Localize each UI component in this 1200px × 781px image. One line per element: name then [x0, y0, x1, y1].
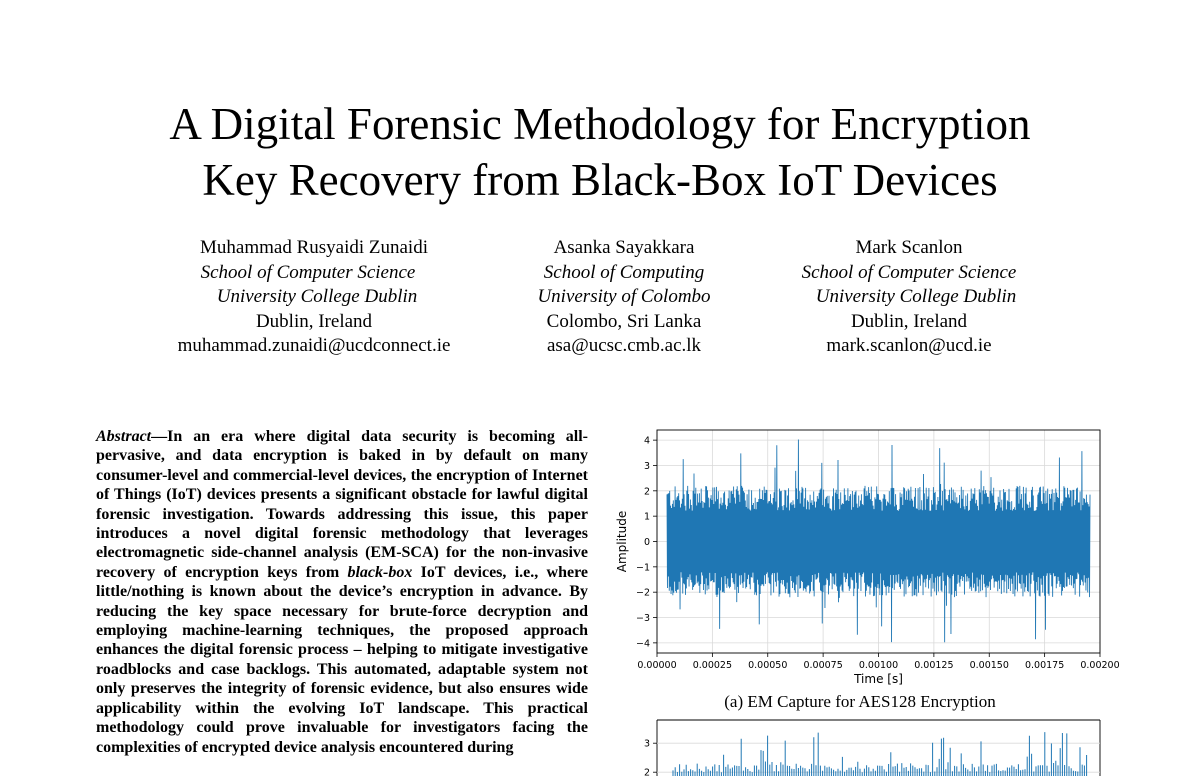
abstract-label: Abstract [96, 428, 152, 445]
abstract-text-1: In an era where digital data security is becoming all-pervasive, and data encryption is baked in by default on many consumer-level and commercial-level devices, the encryption of Internet of Things (IoT) devices presents a significant obstacle for lawful digital forensic investigation. Towards addressing this issue, this paper introduces a novel digital forensic methodology that leverages electromagnetic side-channel analysis (EM-SCA) for the non-invasive recovery of encryption keys from [96, 428, 588, 581]
author-block-2 [499, 236, 749, 359]
figure-plots [610, 422, 1120, 779]
author-name: Mark Scanlon [855, 237, 963, 258]
author-dept: School of Computer Science [801, 261, 1017, 283]
title-line-1: A Digital Forensic Methodology for Encryption [169, 99, 1031, 149]
x-tick-label: 0.00025 [692, 660, 733, 671]
abstract-italic-term: black-box [347, 563, 413, 581]
x-tick-label: 0.00100 [858, 660, 899, 671]
x-axis-label: Time [s] [854, 672, 903, 686]
y-tick-label-b: 2 [643, 767, 650, 779]
x-tick-label: 0.00075 [803, 660, 843, 671]
author-email: mark.scanlon@ucd.ie [826, 335, 992, 356]
paper-title [60, 96, 1140, 208]
x-tick-label: 0.00150 [969, 660, 1009, 671]
y-axis-label: Amplitude [615, 510, 629, 573]
y-tick-label: 2 [643, 486, 650, 498]
x-tick-label: 0.00200 [1080, 660, 1120, 671]
y-tick-label: −2 [635, 587, 650, 599]
author-block-1 [164, 236, 464, 359]
author-email: asa@ucsc.cmb.ac.lk [546, 335, 702, 356]
abstract [96, 427, 588, 757]
y-tick-label: 3 [643, 460, 650, 472]
y-tick-label-b: 3 [643, 738, 650, 750]
author-org: University College Dublin [815, 286, 1017, 307]
y-tick-label: −3 [635, 613, 650, 625]
x-tick-label: 0.00125 [914, 660, 954, 671]
abstract-dash: — [151, 428, 168, 445]
author-name: Asanka Sayakkara [553, 237, 695, 258]
y-tick-label: 1 [643, 511, 650, 523]
figure-caption-a: (a) EM Capture for AES128 Encryption [724, 692, 996, 711]
x-tick-label: 0.00000 [637, 660, 677, 671]
author-org: University College Dublin [216, 286, 418, 307]
y-tick-label: −1 [635, 562, 650, 574]
y-tick-label: −4 [635, 638, 650, 650]
y-tick-label: 4 [643, 435, 650, 447]
author-location: Colombo, Sri Lanka [546, 310, 702, 332]
x-tick-label: 0.00050 [748, 660, 788, 671]
author-org: University of Colombo [537, 286, 711, 307]
y-tick-label: 0 [643, 537, 650, 548]
author-block-3 [780, 236, 1038, 359]
author-location: Dublin, Ireland [255, 310, 373, 332]
signal-trace-b [673, 732, 1087, 776]
figure [610, 422, 1120, 779]
author-dept: School of Computer Science [200, 261, 416, 283]
author-dept: School of Computing [543, 261, 705, 283]
author-email: muhammad.zunaidi@ucdconnect.ie [177, 335, 451, 356]
author-location: Dublin, Ireland [850, 310, 968, 332]
title-line-2: Key Recovery from Black-Box IoT Devices [202, 155, 998, 205]
x-tick-label: 0.00175 [1024, 660, 1065, 671]
abstract-text-2: IoT devices, i.e., where little/nothing is known about the device’s encryption in advance. By reducing the key space necessary for brute-force decryption and employing machine-learning techniques, the proposed approach enhances the digital forensic process – helping to mitigate investigative roadblocks and case backlogs. This automated, adaptable system not only preserves the integrity of forensic evidence, but also ensures wide applicability within the evolving IoT landscape. This practical methodology could prove invaluable for investigators facing the complexities of encrypted device analysis encountered during [96, 563, 589, 756]
author-name: Muhammad Rusyaidi Zunaidi [200, 237, 428, 258]
